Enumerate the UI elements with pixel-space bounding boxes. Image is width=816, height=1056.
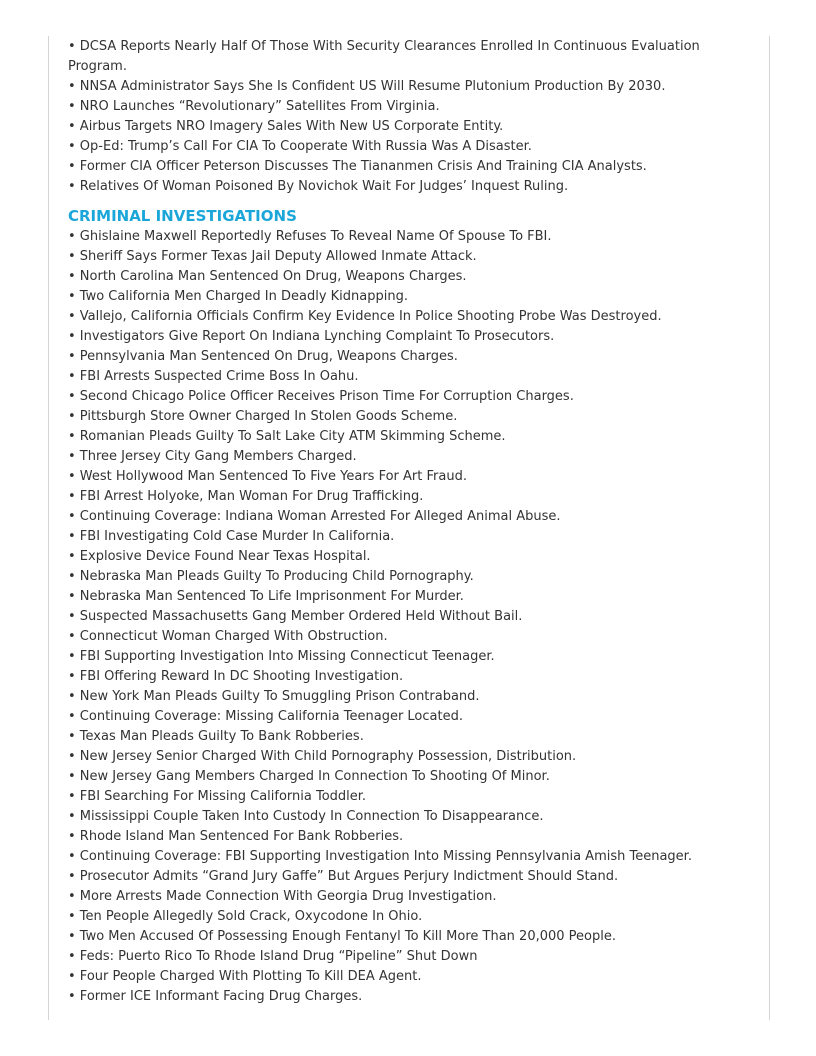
list-item[interactable]: • Nebraska Man Sentenced To Life Imprisonment For Murder.	[68, 589, 464, 604]
list-item[interactable]: • Prosecutor Admits “Grand Jury Gaffe” But Argues Perjury Indictment Should Stand.	[68, 869, 619, 884]
list-item[interactable]: • Texas Man Pleads Guilty To Bank Robberies.	[68, 729, 364, 744]
list-item[interactable]: • Romanian Pleads Guilty To Salt Lake City ATM Skimming Scheme.	[68, 429, 506, 444]
list-item[interactable]: • Ghislaine Maxwell Reportedly Refuses To Reveal Name Of Spouse To FBI.	[68, 229, 552, 244]
list-item[interactable]: • FBI Investigating Cold Case Murder In California.	[68, 529, 395, 544]
list-item[interactable]: • Relatives Of Woman Poisoned By Novichok Wait For Judges’ Inquest Ruling.	[68, 179, 569, 194]
list-item[interactable]: • Connecticut Woman Charged With Obstruction.	[68, 629, 388, 644]
intro-list	[68, 37, 748, 197]
list-item[interactable]: • Nebraska Man Pleads Guilty To Producing Child Pornography.	[68, 569, 474, 584]
list-item[interactable]: • Suspected Massachusetts Gang Member Ordered Held Without Bail.	[68, 609, 523, 624]
list-item[interactable]: • New York Man Pleads Guilty To Smuggling Prison Contraband.	[68, 689, 480, 704]
criminal-investigations-list	[68, 227, 748, 1007]
list-item[interactable]: • Four People Charged With Plotting To Kill DEA Agent.	[68, 969, 422, 984]
list-item[interactable]: • New Jersey Senior Charged With Child Pornography Possession, Distribution.	[68, 749, 577, 764]
list-item[interactable]: • NRO Launches “Revolutionary” Satellites From Virginia.	[68, 99, 440, 114]
list-item[interactable]: • Sheriff Says Former Texas Jail Deputy Allowed Inmate Attack.	[68, 249, 477, 264]
list-item[interactable]: • NNSA Administrator Says She Is Confident US Will Resume Plutonium Production By 2030.	[68, 79, 666, 94]
list-item[interactable]: • Continuing Coverage: FBI Supporting Investigation Into Missing Pennsylvania Amish Teenager.	[68, 849, 692, 864]
list-item[interactable]: • Mississippi Couple Taken Into Custody In Connection To Disappearance.	[68, 809, 544, 824]
list-item[interactable]: • Pittsburgh Store Owner Charged In Stolen Goods Scheme.	[68, 409, 458, 424]
list-item[interactable]: • FBI Supporting Investigation Into Missing Connecticut Teenager.	[68, 649, 495, 664]
list-item[interactable]: • Rhode Island Man Sentenced For Bank Robberies.	[68, 829, 404, 844]
list-item[interactable]: • More Arrests Made Connection With Georgia Drug Investigation.	[68, 889, 497, 904]
newsletter-content	[68, 37, 748, 1007]
list-item[interactable]: • Airbus Targets NRO Imagery Sales With New US Corporate Entity.	[68, 119, 504, 134]
list-item[interactable]: • Op-Ed: Trump’s Call For CIA To Cooperate With Russia Was A Disaster.	[68, 139, 532, 154]
list-item[interactable]: • Continuing Coverage: Missing California Teenager Located.	[68, 709, 463, 724]
list-item[interactable]: • Vallejo, California Officials Confirm Key Evidence In Police Shooting Probe Was Destroyed.	[68, 309, 662, 324]
list-item[interactable]: • Ten People Allegedly Sold Crack, Oxycodone In Ohio.	[68, 909, 423, 924]
list-item[interactable]: • Former CIA Officer Peterson Discusses The Tiananmen Crisis And Training CIA Analysts.	[68, 159, 647, 174]
list-item[interactable]: • DCSA Reports Nearly Half Of Those With Security Clearances Enrolled In Continuous Evaluation Program.	[68, 39, 700, 74]
list-item[interactable]: • Continuing Coverage: Indiana Woman Arrested For Alleged Animal Abuse.	[68, 509, 561, 524]
list-item[interactable]: • Second Chicago Police Officer Receives Prison Time For Corruption Charges.	[68, 389, 574, 404]
list-item[interactable]: • Three Jersey City Gang Members Charged.	[68, 449, 357, 464]
list-item[interactable]: • FBI Searching For Missing California Toddler.	[68, 789, 367, 804]
list-item[interactable]: • Pennsylvania Man Sentenced On Drug, Weapons Charges.	[68, 349, 458, 364]
list-item[interactable]: • Two Men Accused Of Possessing Enough Fentanyl To Kill More Than 20,000 People.	[68, 929, 616, 944]
list-item[interactable]: • Investigators Give Report On Indiana Lynching Complaint To Prosecutors.	[68, 329, 555, 344]
list-item[interactable]: • West Hollywood Man Sentenced To Five Years For Art Fraud.	[68, 469, 467, 484]
list-item[interactable]: • Feds: Puerto Rico To Rhode Island Drug “Pipeline” Shut Down	[68, 949, 478, 964]
list-item[interactable]: • FBI Arrest Holyoke, Man Woman For Drug Trafficking.	[68, 489, 424, 504]
section-heading-criminal-investigations: CRIMINAL INVESTIGATIONS	[68, 207, 297, 225]
list-item[interactable]: • FBI Offering Reward In DC Shooting Investigation.	[68, 669, 404, 684]
list-item[interactable]: • Former ICE Informant Facing Drug Charges.	[68, 989, 363, 1004]
list-item[interactable]: • Explosive Device Found Near Texas Hospital.	[68, 549, 371, 564]
list-item[interactable]: • Two California Men Charged In Deadly Kidnapping.	[68, 289, 408, 304]
list-item[interactable]: • New Jersey Gang Members Charged In Connection To Shooting Of Minor.	[68, 769, 550, 784]
list-item[interactable]: • FBI Arrests Suspected Crime Boss In Oahu.	[68, 369, 359, 384]
list-item[interactable]: • North Carolina Man Sentenced On Drug, Weapons Charges.	[68, 269, 467, 284]
